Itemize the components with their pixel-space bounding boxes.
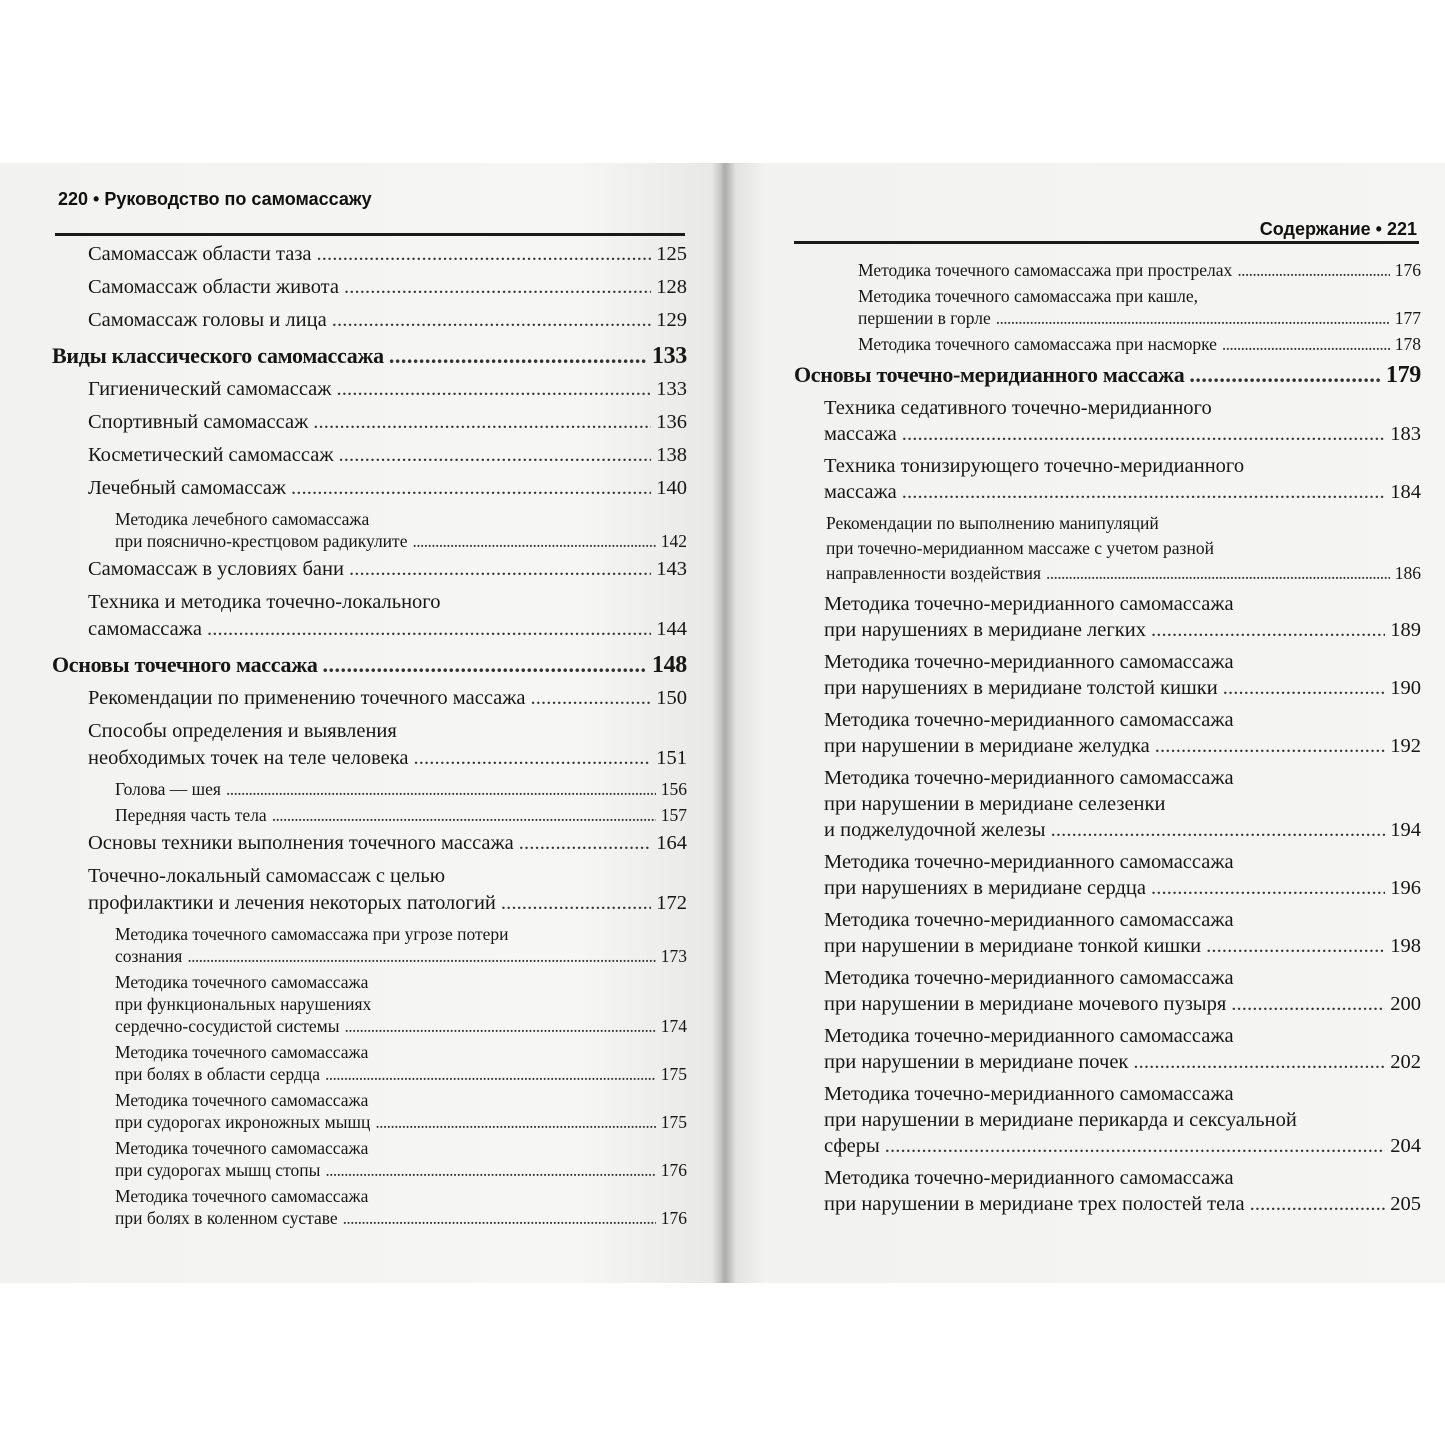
dot-leader — [519, 830, 651, 857]
toc-page-number: 125 — [656, 243, 687, 265]
toc-entry — [52, 971, 687, 1037]
toc-entry — [52, 718, 687, 772]
dot-leader — [291, 475, 651, 502]
toc-entry — [794, 707, 1421, 759]
dot-leader — [1189, 359, 1381, 391]
toc-entry-text: необходимых точек на теле человека — [88, 747, 409, 769]
toc-page-number: 133 — [651, 343, 687, 369]
toc-page-number: 192 — [1390, 735, 1421, 757]
toc-entry — [52, 1041, 687, 1085]
dot-leader — [1133, 1049, 1385, 1075]
dot-leader — [1051, 817, 1386, 843]
toc-entry-text: Самомассаж головы и лица — [88, 309, 327, 331]
toc-entry — [52, 778, 687, 800]
running-head-right: Содержание • 221 — [1259, 219, 1417, 239]
toc-entry-text: при нарушении в меридиане селезенки — [824, 793, 1166, 815]
dot-leader — [501, 890, 651, 917]
dot-leader — [313, 409, 651, 436]
dot-leader — [187, 945, 655, 967]
toc-entry-row — [88, 307, 687, 334]
dot-leader — [1206, 933, 1385, 959]
toc-page-number: 194 — [1390, 819, 1421, 841]
toc-entry — [794, 333, 1421, 355]
toc-entry-row — [88, 241, 687, 268]
toc-entry — [794, 395, 1421, 447]
toc-entry — [52, 442, 687, 469]
toc-entry-row — [858, 307, 1421, 329]
dot-leader — [531, 685, 652, 712]
dot-leader — [1250, 1191, 1386, 1217]
toc-entry-text: при точечно-меридианном массаже с учетом разной — [826, 538, 1214, 558]
running-head-left: 220 • Руководство по самомассажу — [58, 189, 372, 209]
toc-page-number: 150 — [656, 687, 687, 709]
dot-leader — [996, 307, 1390, 329]
toc-entry — [794, 591, 1421, 643]
toc-entry — [794, 511, 1421, 586]
toc-entry — [52, 804, 687, 826]
toc-entry — [52, 241, 687, 268]
toc-entry — [794, 285, 1421, 329]
toc-page-number: 164 — [656, 832, 687, 854]
book-gutter — [712, 163, 736, 1283]
toc-page-number: 190 — [1390, 677, 1421, 699]
toc-entry-text: при нарушении в меридиане перикарда и сексуальной — [824, 1109, 1297, 1131]
dot-leader — [323, 649, 647, 681]
toc-entry — [52, 508, 687, 552]
toc-entry-text: направленности воздействия — [826, 563, 1042, 583]
toc-entry-row — [115, 804, 687, 826]
toc-entry — [794, 765, 1421, 843]
toc-entry-text: Методика лечебного самомассажа — [115, 509, 370, 529]
toc-entry-row — [115, 778, 687, 800]
toc-entry — [794, 1081, 1421, 1159]
toc-entry-text: Методика точечно-меридианного самомассажа — [824, 593, 1234, 615]
toc-entry — [52, 475, 687, 502]
toc-entry-text: Самомассаж области таза — [88, 243, 312, 265]
toc-page-number: 128 — [656, 276, 687, 298]
toc-entry-text: Самомассаж в условиях бани — [88, 558, 344, 580]
toc-entry-text: Спортивный самомассаж — [88, 411, 309, 433]
toc-entry-row — [824, 421, 1421, 447]
toc-page-number: 176 — [660, 1208, 687, 1228]
toc-entry-text: при нарушении в меридиане почек — [824, 1051, 1129, 1073]
toc-entry — [794, 359, 1421, 391]
toc-page-number: 176 — [1394, 260, 1421, 280]
toc-entry-text: Методика точечно-меридианного самомассажа — [824, 1167, 1234, 1189]
toc-entry-text: Методика точечного самомассажа при насморке — [858, 334, 1217, 354]
dot-leader — [1231, 991, 1385, 1017]
toc-entry-row — [115, 1207, 687, 1229]
toc-entry — [52, 923, 687, 967]
toc-page-number: 183 — [1390, 423, 1421, 445]
toc-page-number: 129 — [656, 309, 687, 331]
toc-entry-text: Лечебный самомассаж — [88, 477, 286, 499]
toc-entry-row — [88, 274, 687, 301]
dot-leader — [1223, 675, 1386, 701]
toc-right — [794, 259, 1421, 1223]
toc-page-number: 175 — [660, 1112, 687, 1132]
toc-page-number: 157 — [660, 805, 687, 825]
toc-entry-text: Техника седативного точечно-меридианного — [824, 397, 1212, 419]
header-rule-right — [794, 241, 1419, 244]
toc-entry-text: при болях в области сердца — [115, 1064, 321, 1084]
toc-entry-text: Методика точечно-меридианного самомассажа — [824, 767, 1234, 789]
toc-entry — [52, 1137, 687, 1181]
toc-entry — [52, 340, 687, 372]
toc-entry-text: профилактики и лечения некоторых патологий — [88, 892, 496, 914]
toc-entry — [52, 1185, 687, 1229]
toc-entry — [52, 589, 687, 643]
dot-leader — [325, 1159, 655, 1181]
toc-page-number: 205 — [1390, 1193, 1421, 1215]
toc-entry — [52, 1089, 687, 1133]
toc-entry-text: Методика точечного самомассажа — [115, 1042, 369, 1062]
toc-entry-text: Методика точечно-меридианного самомассажа — [824, 909, 1234, 931]
dot-leader — [1222, 333, 1390, 355]
toc-entry-text: Косметический самомассаж — [88, 444, 334, 466]
dot-leader — [332, 307, 652, 334]
toc-entry-text: Передняя часть тела — [115, 805, 267, 825]
toc-page-number: 178 — [1394, 334, 1421, 354]
toc-entry-text: першении в горле — [858, 308, 991, 328]
toc-entry — [52, 685, 687, 712]
toc-entry-text: при пояснично-крестцовом радикулите — [115, 531, 408, 551]
dot-leader — [344, 1015, 655, 1037]
right-page — [722, 163, 1445, 1283]
toc-entry — [794, 849, 1421, 901]
toc-page-number: 148 — [651, 652, 687, 678]
dot-leader — [885, 1133, 1385, 1159]
dot-leader — [1151, 875, 1385, 901]
toc-page-number: 173 — [660, 946, 687, 966]
toc-page-number: 140 — [656, 477, 687, 499]
toc-entry-row — [824, 1049, 1421, 1075]
toc-entry-text: Методика точечно-меридианного самомассажа — [824, 967, 1234, 989]
toc-entry — [794, 1165, 1421, 1217]
toc-entry-row — [115, 1111, 687, 1133]
dot-leader — [344, 274, 651, 301]
toc-entry-text: Рекомендации по применению точечного массажа — [88, 687, 526, 709]
toc-entry-row — [88, 830, 687, 857]
header-rule-left — [55, 233, 685, 236]
dot-leader — [389, 340, 647, 372]
toc-entry-text: и поджелудочной железы — [824, 819, 1046, 841]
toc-entry-row — [824, 1191, 1421, 1217]
toc-page-number: 204 — [1390, 1135, 1421, 1157]
dot-leader — [902, 479, 1386, 505]
toc-entry-text: Основы точечно-меридианного массажа — [794, 362, 1185, 387]
toc-entry — [52, 649, 687, 681]
toc-page-number: 198 — [1390, 935, 1421, 957]
dot-leader — [1155, 733, 1386, 759]
toc-page-number: 186 — [1394, 563, 1421, 583]
toc-entry — [794, 453, 1421, 505]
toc-entry-text: Методика точечного самомассажа при угрозе потери — [115, 924, 509, 944]
toc-entry — [52, 556, 687, 583]
toc-entry-row — [824, 933, 1421, 959]
toc-entry-text: Методика точечного самомассажа — [115, 1186, 369, 1206]
toc-entry-text: Виды классического самомассажа — [52, 343, 384, 368]
toc-entry — [794, 259, 1421, 281]
toc-entry-text: массажа — [824, 423, 897, 445]
toc-page-number: 200 — [1390, 993, 1421, 1015]
toc-entry-text: Рекомендации по выполнению манипуляций — [826, 513, 1159, 533]
dot-leader — [349, 556, 651, 583]
toc-entry-row — [88, 890, 687, 917]
toc-entry-row — [88, 475, 687, 502]
toc-entry-row — [88, 616, 687, 643]
toc-entry-row — [824, 875, 1421, 901]
toc-page-number: 143 — [656, 558, 687, 580]
dot-leader — [317, 241, 652, 268]
toc-entry-text: при функциональных нарушениях — [115, 994, 372, 1014]
toc-page-number: 156 — [660, 779, 687, 799]
toc-entry-text: Самомассаж области живота — [88, 276, 339, 298]
dot-leader — [375, 1111, 655, 1133]
toc-entry-text: Методика точечно-меридианного самомассажа — [824, 851, 1234, 873]
toc-entry-text: при нарушении в меридиане желудка — [824, 735, 1150, 757]
toc-entry — [794, 649, 1421, 701]
toc-entry-row — [115, 1015, 687, 1037]
dot-leader — [343, 1207, 656, 1229]
toc-page-number: 202 — [1390, 1051, 1421, 1073]
toc-page-number: 176 — [660, 1160, 687, 1180]
dot-leader — [207, 616, 651, 643]
toc-entry — [794, 1023, 1421, 1075]
toc-page-number: 136 — [656, 411, 687, 433]
toc-entry-text: самомассажа — [88, 618, 203, 640]
toc-entry-text: Методика точечного самомассажа — [115, 1090, 369, 1110]
toc-entry-text: при нарушениях в меридиане легких — [824, 619, 1146, 641]
dot-leader — [414, 745, 652, 772]
toc-entry-text: Методика точечного самомассажа при кашле, — [858, 286, 1198, 306]
toc-entry — [794, 907, 1421, 959]
toc-page-number: 179 — [1385, 362, 1421, 388]
toc-entry-text: Основы техники выполнения точечного массажа — [88, 832, 514, 854]
toc-entry-row — [115, 1063, 687, 1085]
toc-entry-row — [88, 556, 687, 583]
toc-entry-row — [88, 685, 687, 712]
toc-entry-text: Методика точечно-меридианного самомассажа — [824, 1025, 1234, 1047]
toc-entry-text: Техника и методика точечно-локального — [88, 591, 441, 613]
toc-entry-text: сердечно-сосудистой системы — [115, 1016, 340, 1036]
dot-leader — [1151, 617, 1385, 643]
toc-entry-row — [824, 1133, 1421, 1159]
toc-entry-row — [824, 817, 1421, 843]
toc-entry-text: при нарушении в меридиане трех полостей тела — [824, 1193, 1245, 1215]
toc-page-number: 174 — [660, 1016, 687, 1036]
dot-leader — [336, 376, 651, 403]
toc-entry-row — [826, 561, 1421, 586]
toc-entry-text: Гигиенический самомассаж — [88, 378, 332, 400]
toc-entry-row — [52, 649, 687, 681]
toc-page-number: 175 — [660, 1064, 687, 1084]
toc-entry-text: при нарушении в меридиане тонкой кишки — [824, 935, 1202, 957]
toc-entry-text: Методика точечного самомассажа — [115, 972, 369, 992]
left-page — [0, 163, 722, 1283]
dot-leader — [902, 421, 1386, 447]
toc-entry-row — [824, 733, 1421, 759]
dot-leader — [338, 442, 651, 469]
toc-entry-text: сферы — [824, 1135, 880, 1157]
toc-entry — [52, 830, 687, 857]
dot-leader — [412, 530, 655, 552]
dot-leader — [325, 1063, 656, 1085]
toc-entry-text: Точечно-локальный самомассаж с целью — [88, 865, 446, 887]
toc-entry-text: Методика точечно-меридианного самомассажа — [824, 651, 1234, 673]
toc-entry-text: Методика точечного самомассажа — [115, 1138, 369, 1158]
toc-entry-text: Техника тонизирующего точечно-меридианного — [824, 455, 1245, 477]
toc-entry-text: Методика точечного самомассажа при прострелах — [858, 260, 1233, 280]
toc-page-number: 144 — [656, 618, 687, 640]
toc-page-number: 138 — [656, 444, 687, 466]
toc-entry-text: при судорогах икроножных мышц — [115, 1112, 371, 1132]
toc-entry — [52, 376, 687, 403]
toc-entry-text: Методика точечно-меридианного самомассажа — [824, 1083, 1234, 1105]
toc-entry-text: при нарушениях в меридиане сердца — [824, 877, 1146, 899]
dot-leader — [1046, 561, 1390, 586]
toc-entry-row — [88, 442, 687, 469]
toc-entry-text: сознания — [115, 946, 183, 966]
toc-entry-row — [858, 259, 1421, 281]
toc-page-number: 133 — [656, 378, 687, 400]
toc-page-number: 184 — [1390, 481, 1421, 503]
toc-entry — [52, 274, 687, 301]
book-spread — [0, 163, 1445, 1283]
dot-leader — [1237, 259, 1389, 281]
toc-entry — [52, 863, 687, 917]
toc-entry-text: при нарушении в меридиане мочевого пузыря — [824, 993, 1227, 1015]
toc-entry-text: Методика точечно-меридианного самомассажа — [824, 709, 1234, 731]
toc-entry-row — [824, 675, 1421, 701]
toc-page-number: 151 — [656, 747, 687, 769]
toc-entry-text: Основы точечного массажа — [52, 652, 318, 677]
toc-page-number: 177 — [1394, 308, 1421, 328]
toc-entry-text: при нарушениях в меридиане толстой кишки — [824, 677, 1218, 699]
toc-entry-row — [115, 530, 687, 552]
toc-entry-row — [794, 359, 1421, 391]
toc-entry-row — [858, 333, 1421, 355]
toc-entry-row — [88, 376, 687, 403]
toc-entry-row — [115, 1159, 687, 1181]
toc-entry-text: массажа — [824, 481, 897, 503]
toc-entry-row — [824, 617, 1421, 643]
toc-page-number: 172 — [656, 892, 687, 914]
toc-left — [52, 241, 687, 1233]
toc-page-number: 196 — [1390, 877, 1421, 899]
toc-entry-row — [824, 479, 1421, 505]
toc-entry-row — [824, 991, 1421, 1017]
toc-page-number: 142 — [660, 531, 687, 551]
toc-entry — [794, 965, 1421, 1017]
toc-entry-text: при судорогах мышц стопы — [115, 1160, 321, 1180]
toc-entry-text: при болях в коленном суставе — [115, 1208, 338, 1228]
toc-entry-row — [52, 340, 687, 372]
toc-entry — [52, 409, 687, 436]
toc-entry-row — [88, 409, 687, 436]
toc-entry-row — [88, 745, 687, 772]
toc-entry — [52, 307, 687, 334]
dot-leader — [226, 778, 656, 800]
dot-leader — [272, 804, 656, 826]
toc-entry-text: Голова — шея — [115, 779, 221, 799]
toc-entry-text: Способы определения и выявления — [88, 720, 397, 742]
toc-entry-row — [115, 945, 687, 967]
toc-page-number: 189 — [1390, 619, 1421, 641]
